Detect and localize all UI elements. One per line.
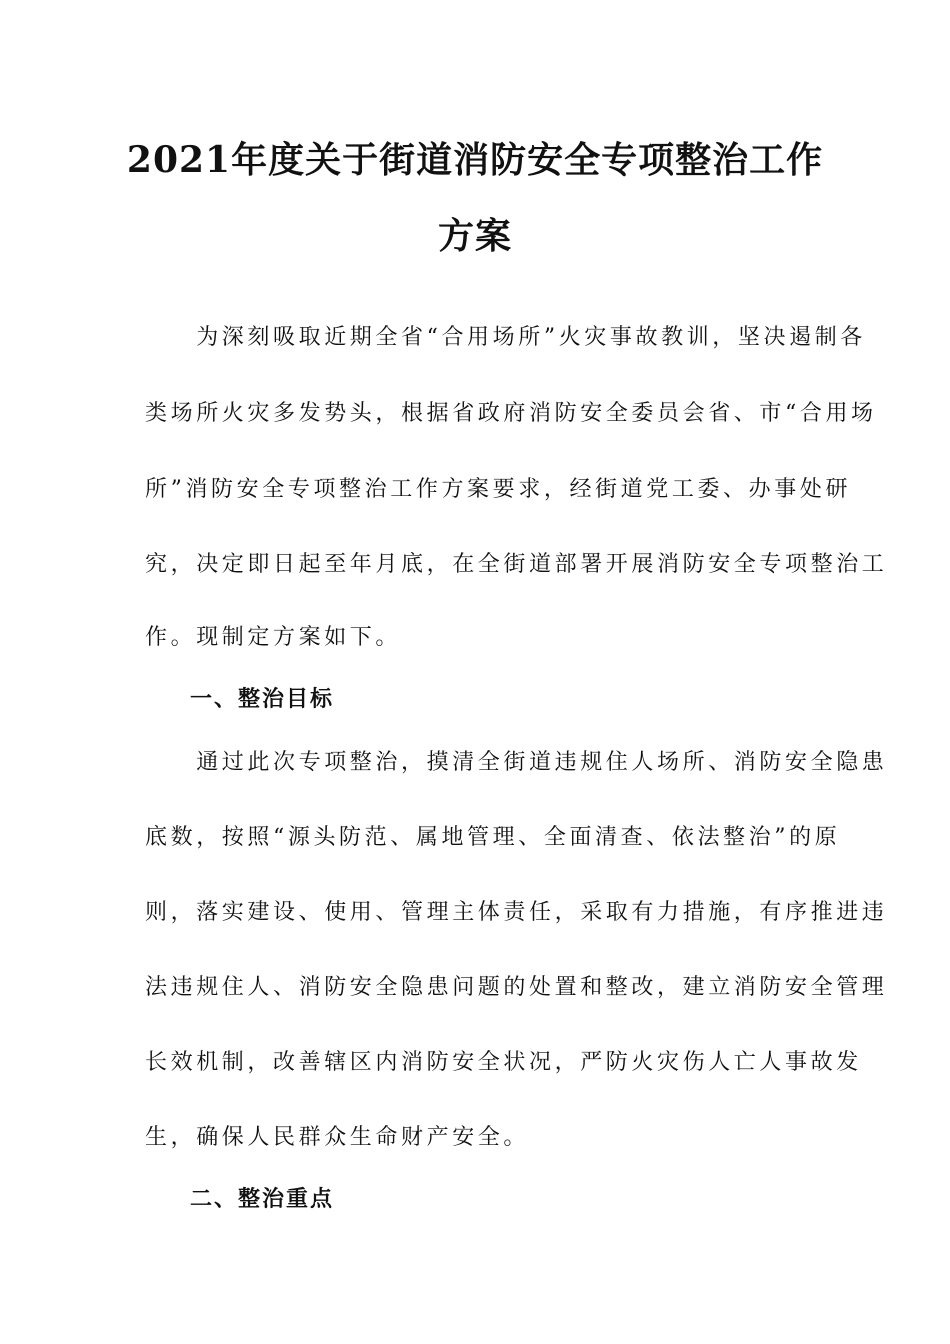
intro-paragraph-line: 作。现制定方案如下。 <box>145 625 402 650</box>
goals-paragraph-line: 则，落实建设、使用、管理主体责任，采取有力措施，有序推进违 <box>145 900 888 925</box>
document-title-line-1: 2021年度关于街道消防安全专项整治工作 <box>126 139 824 181</box>
goals-paragraph-line: 法违规住人、消防安全隐患问题的处置和整改，建立消防安全管理 <box>145 975 888 1000</box>
intro-paragraph-line: 为深刻吸取近期全省“合用场所”火灾事故教训，坚决遏制各 <box>145 325 866 350</box>
intro-paragraph-line: 究，决定即日起至年月底，在全街道部署开展消防安全专项整治工 <box>145 552 888 577</box>
intro-paragraph-line: 类场所火灾多发势头，根据省政府消防安全委员会省、市“合用场 <box>145 401 877 426</box>
intro-paragraph-line: 所”消防安全专项整治工作方案要求，经街道党工委、办事处研 <box>145 477 852 502</box>
section-heading-goals: 一、整治目标 <box>190 686 335 712</box>
goals-paragraph-line: 通过此次专项整治，摸清全街道违规住人场所、消防安全隐患 <box>145 750 888 775</box>
document-title-line-2: 方案 <box>437 215 512 257</box>
goals-paragraph-line: 长效机制，改善辖区内消防安全状况，严防火灾伤人亡人事故发 <box>145 1050 862 1075</box>
goals-paragraph-line: 底数，按照“源头防范、属地管理、全面清查、依法整治”的原 <box>145 825 841 850</box>
goals-paragraph-line: 生，确保人民群众生命财产安全。 <box>145 1125 530 1150</box>
section-heading-focus: 二、整治重点 <box>190 1186 335 1212</box>
